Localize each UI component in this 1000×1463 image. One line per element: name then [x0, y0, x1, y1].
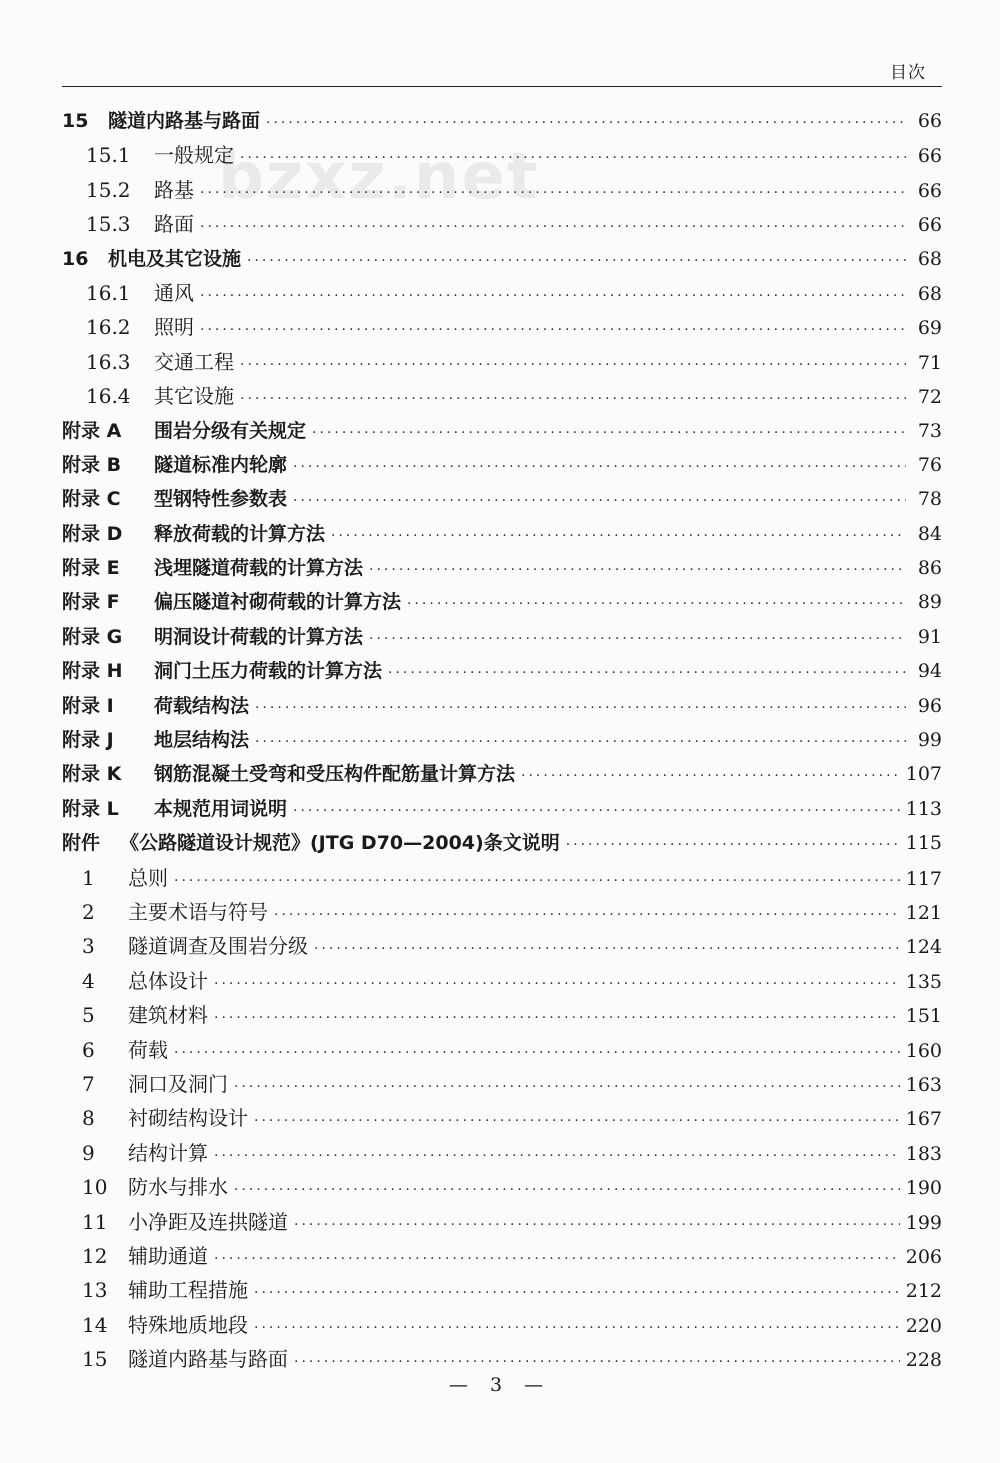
- toc-entry-title: 荷载结构法: [154, 694, 250, 717]
- toc-entry-title: 小净距及连拱隧道: [128, 1209, 288, 1234]
- toc-entry-title: 交通工程: [154, 349, 234, 374]
- toc-entry-number: 1: [82, 865, 95, 890]
- toc-entry-page: 66: [917, 214, 942, 237]
- toc-entry-number: 附件: [62, 832, 101, 855]
- toc-entry[interactable]: [62, 1239, 942, 1273]
- toc-entry-page: 183: [905, 1142, 942, 1165]
- toc-entry[interactable]: [62, 723, 942, 757]
- toc-entry-page: 66: [917, 179, 942, 202]
- toc-entry[interactable]: [62, 1136, 942, 1170]
- toc-entry[interactable]: [62, 998, 942, 1032]
- toc-entry-page: 190: [905, 1177, 942, 1200]
- toc-entry-number: 10: [82, 1175, 108, 1200]
- toc-entry-page: 71: [917, 351, 942, 374]
- toc-entry-title: 路面: [154, 212, 194, 237]
- toc-entry-number: 15.2: [86, 177, 131, 202]
- toc-entry-title: 浅埋隧道荷载的计算方法: [154, 557, 364, 580]
- running-header: 目次: [890, 63, 926, 83]
- toc-entry-title: 偏压隧道衬砌荷载的计算方法: [154, 591, 402, 614]
- dot-leader: [174, 1036, 900, 1070]
- dot-leader: [293, 450, 906, 484]
- toc-entry[interactable]: [62, 895, 942, 929]
- toc-entry[interactable]: [62, 757, 942, 791]
- toc-entry-page: 73: [917, 419, 942, 442]
- toc-entry[interactable]: [62, 482, 942, 516]
- dot-leader: [521, 759, 900, 793]
- dot-leader: [200, 176, 906, 210]
- toc-entry[interactable]: [62, 448, 942, 482]
- toc-entry-title: 围岩分级有关规定: [154, 419, 307, 442]
- toc-entry-page: 117: [905, 867, 942, 890]
- toc-entry-number: 附录 J: [62, 729, 114, 752]
- dot-leader: [274, 898, 900, 932]
- dot-leader: [254, 1311, 900, 1345]
- toc-entry-number: 16.1: [86, 280, 131, 305]
- dot-leader: [200, 210, 906, 244]
- toc-entry-number: 13: [82, 1278, 108, 1303]
- toc-entry[interactable]: [62, 1308, 942, 1342]
- toc-entry-page: 96: [917, 694, 942, 717]
- toc-entry-number: 15: [62, 110, 89, 132]
- toc-entry-page: 220: [905, 1314, 942, 1337]
- toc-entry-number: 15.1: [86, 143, 131, 168]
- toc-entry[interactable]: [62, 1033, 942, 1067]
- toc-entry-page: 66: [917, 110, 942, 132]
- dot-leader: [293, 794, 900, 828]
- toc-entry[interactable]: [62, 1101, 942, 1135]
- toc-entry-title: 隧道内路基与路面: [128, 1347, 288, 1372]
- toc-entry-page: 113: [905, 797, 942, 820]
- toc-entry-page: 160: [905, 1039, 942, 1062]
- toc-entry[interactable]: [62, 929, 942, 963]
- toc-entry[interactable]: [62, 861, 942, 895]
- toc-entry-page: 124: [905, 936, 942, 959]
- toc-entry-title: 防水与排水: [128, 1175, 228, 1200]
- toc-entry-page: 72: [917, 386, 942, 409]
- toc-entry[interactable]: [62, 104, 942, 138]
- toc-entry[interactable]: [62, 310, 942, 344]
- toc-entry-page: 76: [917, 453, 942, 476]
- toc-entry[interactable]: [62, 826, 942, 860]
- dot-leader: [214, 1242, 900, 1276]
- header-rule: [62, 86, 942, 87]
- toc-entry-number: 12: [82, 1243, 108, 1268]
- toc-entry-title: 辅助通道: [128, 1243, 208, 1268]
- toc-entry-title: 通风: [154, 280, 194, 305]
- toc-entry-number: 附录 E: [62, 557, 120, 580]
- dot-leader: [200, 313, 906, 347]
- toc-entry-number: 8: [82, 1106, 95, 1131]
- toc-entry[interactable]: [62, 585, 942, 619]
- toc-entry-title: 结构计算: [128, 1140, 208, 1165]
- toc-entry-page: 91: [917, 625, 942, 648]
- dot-leader: [266, 106, 906, 140]
- toc-entry-title: 《公路隧道设计规范》(JTG D70—2004)条文说明: [120, 832, 560, 855]
- toc-entry-number: 9: [82, 1140, 95, 1165]
- dot-leader: [255, 691, 906, 725]
- dot-leader: [294, 1208, 900, 1242]
- dot-leader: [254, 1276, 900, 1310]
- toc-entry-number: 附录 B: [62, 453, 122, 476]
- dot-leader: [312, 416, 906, 450]
- toc-entry-number: 14: [82, 1312, 108, 1337]
- toc-entry-title: 型钢特性参数表: [154, 488, 288, 511]
- dot-leader: [369, 553, 906, 587]
- toc-entry-number: 附录 K: [62, 763, 122, 786]
- dot-leader: [293, 484, 906, 518]
- toc-entry-title: 一般规定: [154, 143, 234, 168]
- toc-entry-number: 附录 L: [62, 797, 119, 820]
- dot-leader: [331, 519, 906, 553]
- toc-entry-page: 66: [917, 145, 942, 168]
- toc-entry[interactable]: [62, 964, 942, 998]
- toc-entry-title: 隧道标准内轮廓: [154, 453, 288, 476]
- toc-entry-page: 199: [905, 1211, 942, 1234]
- dot-leader: [254, 1104, 900, 1138]
- toc-entry-page: 121: [905, 901, 942, 924]
- toc-entry[interactable]: [62, 1342, 942, 1376]
- toc-entry-title: 总体设计: [128, 968, 208, 993]
- toc-entry-number: 附录 D: [62, 522, 123, 545]
- dot-leader: [174, 864, 900, 898]
- toc-entry[interactable]: [62, 207, 942, 241]
- toc-entry[interactable]: [62, 379, 942, 413]
- toc-entry-title: 衬砌结构设计: [128, 1106, 248, 1131]
- toc-entry[interactable]: [62, 345, 942, 379]
- toc-entry-page: 89: [917, 591, 942, 614]
- toc-entry-number: 16.2: [86, 315, 131, 340]
- toc-entry-title: 主要术语与符号: [128, 899, 268, 924]
- toc-entry-number: 3: [82, 934, 95, 959]
- toc-entry-page: 135: [905, 970, 942, 993]
- toc-entry[interactable]: [62, 242, 942, 276]
- dot-leader: [200, 279, 906, 313]
- toc-entry-number: 15.3: [86, 212, 131, 237]
- toc-entry-number: 附录 A: [62, 419, 122, 442]
- toc-entry-title: 路基: [154, 177, 194, 202]
- toc-entry-title: 建筑材料: [128, 1003, 208, 1028]
- toc-entry-title: 释放荷载的计算方法: [154, 522, 326, 545]
- dot-leader: [240, 141, 906, 175]
- toc-entry-number: 2: [82, 899, 95, 924]
- dot-leader: [234, 1070, 900, 1104]
- table-of-contents: [62, 104, 942, 1376]
- dot-leader: [407, 587, 906, 621]
- dot-leader: [566, 828, 900, 862]
- toc-entry-title: 总则: [128, 865, 168, 890]
- dot-leader: [214, 1001, 900, 1035]
- toc-entry-title: 照明: [154, 315, 194, 340]
- toc-entry[interactable]: [62, 517, 942, 551]
- toc-entry-number: 附录 H: [62, 660, 123, 683]
- dot-leader: [240, 348, 906, 382]
- toc-entry-title: 其它设施: [154, 384, 234, 409]
- toc-entry-page: 68: [917, 247, 942, 270]
- toc-entry[interactable]: [62, 792, 942, 826]
- toc-entry-title: 明洞设计荷载的计算方法: [154, 625, 364, 648]
- toc-entry[interactable]: [62, 1273, 942, 1307]
- toc-entry-page: 206: [905, 1245, 942, 1268]
- toc-entry-number: 附录 G: [62, 625, 123, 648]
- toc-entry-page: 94: [917, 660, 942, 683]
- toc-entry[interactable]: [62, 551, 942, 585]
- toc-entry-page: 69: [917, 317, 942, 340]
- toc-entry[interactable]: [62, 1205, 942, 1239]
- toc-entry-page: 86: [917, 557, 942, 580]
- toc-entry[interactable]: [62, 138, 942, 172]
- toc-entry[interactable]: [62, 1170, 942, 1204]
- toc-entry-title: 钢筋混凝土受弯和受压构件配筋量计算方法: [154, 763, 516, 786]
- dot-leader: [240, 382, 906, 416]
- toc-entry-number: 11: [82, 1209, 108, 1234]
- toc-entry[interactable]: [62, 689, 942, 723]
- toc-entry-number: 5: [82, 1003, 95, 1028]
- toc-entry-number: 16.4: [86, 384, 131, 409]
- toc-entry-page: 99: [917, 729, 942, 752]
- toc-entry-title: 洞口及洞门: [128, 1071, 228, 1096]
- toc-entry-page: 107: [905, 763, 942, 786]
- dot-leader: [369, 622, 906, 656]
- toc-entry-page: 84: [917, 522, 942, 545]
- toc-entry-page: 68: [917, 282, 942, 305]
- toc-entry-number: 16: [62, 247, 89, 270]
- toc-entry-page: 163: [905, 1073, 942, 1096]
- toc-entry-number: 15: [82, 1347, 108, 1372]
- toc-entry-title: 特殊地质地段: [128, 1312, 248, 1337]
- toc-entry-page: 228: [905, 1349, 942, 1372]
- toc-entry-number: 附录 C: [62, 488, 121, 511]
- toc-entry-title: 荷载: [128, 1037, 168, 1062]
- toc-entry[interactable]: [62, 1067, 942, 1101]
- toc-entry-number: 6: [82, 1037, 95, 1062]
- dot-leader: [214, 967, 900, 1001]
- toc-entry-page: 115: [905, 832, 942, 855]
- dot-leader: [247, 244, 906, 278]
- toc-entry-number: 4: [82, 968, 95, 993]
- toc-entry[interactable]: [62, 173, 942, 207]
- toc-entry-page: 167: [905, 1108, 942, 1131]
- toc-entry-number: 7: [82, 1071, 95, 1096]
- toc-entry-title: 隧道调查及围岩分级: [128, 934, 308, 959]
- dot-leader: [314, 932, 900, 966]
- toc-entry-page: 78: [917, 488, 942, 511]
- dot-leader: [255, 725, 906, 759]
- toc-entry[interactable]: [62, 276, 942, 310]
- toc-entry[interactable]: [62, 414, 942, 448]
- watermark: bzxz.net: [218, 140, 540, 214]
- toc-entry-page: 212: [905, 1280, 942, 1303]
- toc-entry-title: 洞门土压力荷载的计算方法: [154, 660, 383, 683]
- dot-leader: [214, 1139, 900, 1173]
- toc-entry-page: 151: [905, 1005, 942, 1028]
- toc-entry-title: 隧道内路基与路面: [108, 110, 261, 132]
- toc-entry-number: 16.3: [86, 349, 131, 374]
- toc-entry-title: 地层结构法: [154, 729, 250, 752]
- toc-entry-number: 附录 I: [62, 694, 114, 717]
- toc-entry-title: 本规范用词说明: [154, 797, 288, 820]
- toc-entry-number: 附录 F: [62, 591, 120, 614]
- dot-leader: [388, 656, 906, 690]
- dot-leader: [234, 1173, 900, 1207]
- page-number: — 3 —: [448, 1374, 552, 1396]
- toc-entry[interactable]: [62, 620, 942, 654]
- toc-entry-title: 辅助工程措施: [128, 1278, 248, 1303]
- toc-entry-title: 机电及其它设施: [108, 247, 242, 270]
- toc-entry[interactable]: [62, 654, 942, 688]
